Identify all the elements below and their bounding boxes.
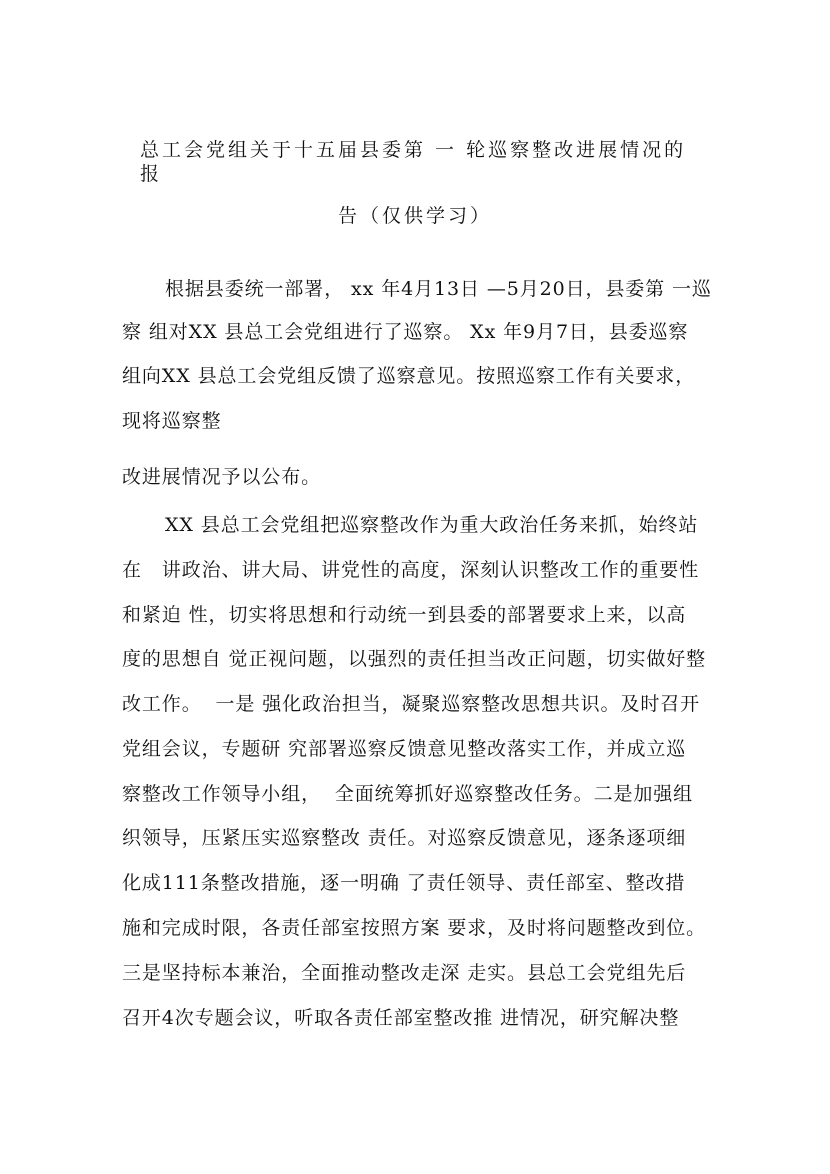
paragraph-2-line-5: 改工作。 一是 强化政治担当，凝聚巡察整改思想共识。及时召开 xyxy=(122,693,701,715)
paragraph-2-line-8: 织领导，压紧压实巡察整改 责任。对巡察反馈意见，逐条逐项细 xyxy=(122,827,687,849)
paragraph-2-line-9: 化成111条整改措施，逐一明确 了责任领导、责任部室、整改措 xyxy=(122,872,686,894)
paragraph-2-line-3: 和紧迫 性，切实将思想和行动统一到县委的部署要求上来，以高 xyxy=(122,604,687,626)
paragraph-2-line-11: 三是坚持标本兼治，全面推动整改走深 走实。县总工会党组先后 xyxy=(122,962,687,984)
paragraph-2-line-2: 在 讲政治、讲大局、讲党性的高度，深刻认识整改工作的重要性 xyxy=(122,559,700,581)
document-title-line-1: 总工会党组关于十五届县委第 一 轮巡察整改进展情况的 xyxy=(140,139,687,161)
paragraph-1-line-1: 根据县委统一部署， xx 年4月13日 —5月20日，县委第 一巡 xyxy=(165,278,712,300)
paragraph-1-continued: 改进展情况予以公布。 xyxy=(122,466,322,488)
paragraph-1-line-3: 组向XX 县总工会党组反馈了巡察意见。按照巡察工作有关要求， xyxy=(122,365,696,387)
paragraph-2-line-4: 度的思想自 觉正视问题，以强烈的责任担当改正问题，切实做好整 xyxy=(122,648,707,670)
paragraph-2-line-6: 党组会议，专题研 究部署巡察反馈意见整改落实工作，并成立巡 xyxy=(122,738,687,760)
paragraph-2-line-12: 召开4次专题会议，听取各责任部室整改推 进情况，研究解决整 xyxy=(122,1007,680,1029)
document-title-line-2: 报 xyxy=(140,163,163,185)
document-title-line-3: 告（仅供学习） xyxy=(337,205,492,227)
paragraph-2-line-10: 施和完成时限，各责任部室按照方案 要求，及时将问题整改到位。 xyxy=(122,917,707,939)
paragraph-2-line-7: 察整改工作领导小组， 全面统筹抓好巡察整改任务。二是加强组 xyxy=(122,783,694,805)
paragraph-1-line-2: 察 组对XX 县总工会党组进行了巡察。 Xx 年9月7日，县委巡察 xyxy=(122,321,689,343)
paragraph-2-line-1: XX 县总工会党组把巡察整改作为重大政治任务来抓，始终站 xyxy=(165,514,699,536)
paragraph-1-line-4: 现将巡察整 xyxy=(122,410,222,432)
